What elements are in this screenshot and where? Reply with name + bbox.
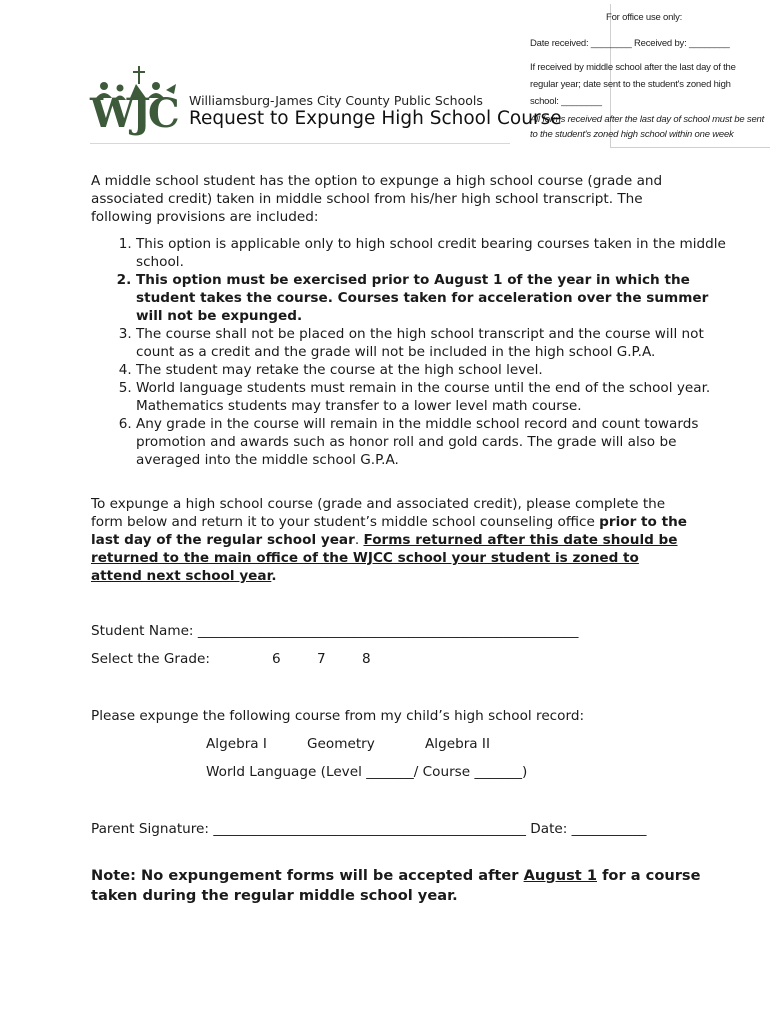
logo-text: WJC [90,90,177,137]
office-forms-note: All forms received after the last day of school must be sent to the student's zoned high school within one week [530,114,765,140]
note-text: Note: No expungement forms will be accepted after [91,867,524,884]
world-language-field[interactable]: World Language (Level _______/ Course _______) [206,764,528,780]
office-middle-school-note: If received by middle school after the last day of the regular year; date sent to the student's zoned high school: ________ [530,62,736,107]
note-date: August 1 [523,867,597,884]
header-divider [90,143,510,144]
note-text-end: for a course taken during the regular middle school year. [91,867,701,904]
course-option-geometry[interactable]: Geometry [307,736,375,752]
course-option-algebra-1[interactable]: Algebra I [206,736,267,752]
student-name-field[interactable]: Student Name: ________________________________________________________ [91,623,579,639]
instructions-sep: . [354,532,364,548]
provision-item: 6. Any grade in the course will remain in the middle school record and count towards promotion and awards such as honor roll and gold cards. The grade will also be averaged into the middle school G.P.A. [136,415,732,469]
late-forms-text: Forms returned after this date should be returned to the main office of the WJCC school your student is zoned to attend next school year [91,532,678,584]
note-paragraph [91,866,701,906]
instructions-paragraph [91,495,691,585]
instructions-end: . [271,568,277,584]
district-name: Williamsburg-James City County Public Schools [189,93,483,108]
grade-label: Select the Grade: [91,651,210,667]
provision-item: 2. This option must be exercised prior to August 1 of the year in which the student takes the course. Courses taken for acceleration over the summer will not be expunged. [136,271,732,325]
provision-item: 1. This option is applicable only to high school credit bearing courses taken in the middle school. [136,235,732,271]
office-use-heading: For office use only: [606,12,683,23]
form-title: Request to Expunge High School Course [189,108,562,129]
grade-option-6[interactable]: 6 [272,651,281,667]
office-date-received: Date received: ________ Received by: ________ [530,38,730,49]
provision-item: 5. World language students must remain in the course until the end of the school year. Mathematics students may transfer to a lower level math course. [136,379,732,415]
wjcc-logo [90,64,182,140]
expunge-prompt: Please expunge the following course from my child’s high school record: [91,708,585,724]
intro-paragraph: A middle school student has the option to expunge a high school course (grade and associated credit) taken in middle school from his/her high school transcript. The following provisions are included: [91,173,663,225]
provision-item: 3. The course shall not be placed on the high school transcript and the course will not count as a credit and the grade will not be included in the high school G.P.A. [136,325,732,361]
parent-signature-field[interactable]: Parent Signature: ______________________________________________ Date: ___________ [91,821,647,837]
grade-option-7[interactable]: 7 [317,651,326,667]
course-option-algebra-2[interactable]: Algebra II [425,736,490,752]
instructions-text: To expunge a high school course (grade and associated credit), please complete the form below and return it to your student’s middle school counseling office [91,496,666,530]
deadline-text: prior to the last day of the regular school year [91,514,687,548]
provisions-list [91,235,732,469]
grade-option-8[interactable]: 8 [362,651,371,667]
provision-item: 4. The student may retake the course at the high school level. [136,361,732,379]
